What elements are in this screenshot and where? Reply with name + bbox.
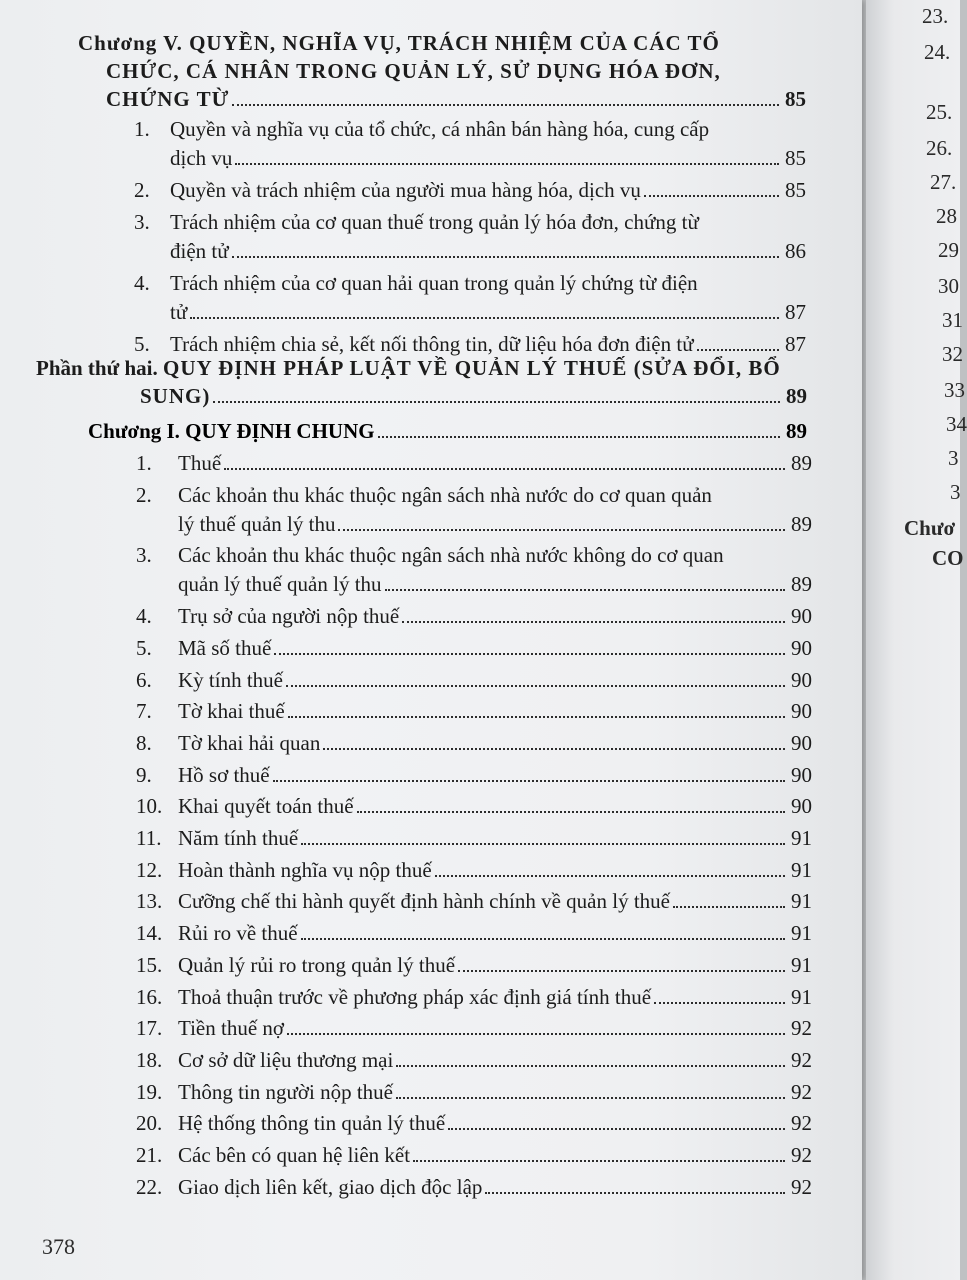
toc-item-line [170, 238, 806, 264]
page-number: 90 [791, 604, 812, 629]
page-number: 85 [785, 178, 806, 202]
toc-item-line [178, 984, 812, 1010]
toc-item-number: 18. [136, 1047, 163, 1072]
leader-dots [644, 195, 779, 197]
page-number: 89 [786, 384, 807, 408]
leader-dots [357, 811, 785, 813]
toc-item-line [178, 698, 812, 724]
adjacent-page-fragment: 25. [926, 100, 953, 124]
adjacent-page-fragment: 29 [938, 238, 959, 262]
toc-item-line [178, 635, 812, 661]
adjacent-page-fragment: 30 [938, 274, 959, 298]
page-number: 90 [791, 635, 812, 660]
toc-item-line [178, 952, 812, 978]
toc-item-number: 1. [136, 451, 152, 475]
leader-dots [232, 104, 779, 106]
adjacent-page-fragment: CO [932, 546, 964, 570]
page-number: 92 [791, 1174, 812, 1199]
page-number: 91 [791, 952, 812, 977]
toc-item-line [178, 1174, 812, 1200]
toc-item-number: 3. [136, 543, 152, 568]
toc-item-line [178, 1047, 812, 1073]
page-number: 92 [791, 1143, 812, 1167]
page-number: 87 [785, 332, 806, 356]
toc-item-text: Thuế [178, 451, 222, 475]
adjacent-page-fragment: 23. [922, 4, 949, 28]
toc-item-number: 7. [136, 699, 152, 724]
toc-item-text: Quản lý rủi ro trong quản lý thuế [178, 952, 456, 977]
toc-item-text: Trách nhiệm của cơ quan thuế trong quản lý hóa đơn, chứng từ [170, 210, 699, 234]
toc-item-text: tử [170, 300, 188, 324]
toc-item-text: Trụ sở của người nộp thuế [178, 604, 400, 629]
toc-item-line [178, 603, 812, 629]
leader-dots [301, 843, 785, 845]
page-number: 89 [791, 451, 812, 475]
toc-item-number: 2. [134, 178, 150, 202]
toc-item-text: Thông tin người nộp thuế [178, 1079, 393, 1104]
toc-item-line [178, 450, 812, 476]
leader-dots [385, 589, 785, 591]
toc-item-text: Mã số thuế [178, 635, 272, 660]
toc-item-number: 4. [136, 604, 152, 629]
adjacent-page-fragment: 34 [946, 412, 967, 436]
toc-item-text: Các khoản thu khác thuộc ngân sách nhà nước không do cơ quan [178, 543, 724, 568]
toc-item-number: 13. [136, 889, 163, 914]
page-number: 90 [791, 730, 812, 755]
toc-item-text: điện tử [170, 239, 229, 263]
leader-dots [458, 970, 785, 972]
toc-item-number: 11. [136, 826, 162, 850]
page-number: 89 [786, 419, 807, 443]
chapter-5-title-line-1: Chương V. QUYỀN, NGHĨA VỤ, TRÁCH NHIỆM CỦA CÁC TỔ [78, 31, 720, 55]
page-number: 91 [791, 984, 812, 1009]
toc-item-line [178, 857, 812, 883]
toc-item-text: Cơ sở dữ liệu thương mại [178, 1047, 394, 1072]
toc-item-text: quản lý thuế quản lý thu [178, 572, 382, 597]
toc-chapter-1 [88, 418, 807, 444]
leader-dots [273, 780, 785, 782]
toc-item-number: 14. [136, 921, 163, 946]
toc-part-2 [0, 350, 862, 410]
page-number: 91 [791, 857, 812, 882]
toc-item-text: Trách nhiệm của cơ quan hải quan trong quản lý chứng từ điện [170, 271, 698, 295]
toc-item-number: 22. [136, 1174, 163, 1199]
toc-item-line [178, 571, 812, 597]
toc-item-line [178, 1110, 812, 1136]
page-number: 91 [791, 826, 812, 850]
toc-item-number: 20. [136, 1111, 163, 1136]
toc-item-number: 19. [136, 1079, 163, 1104]
toc-item-number: 1. [134, 117, 150, 141]
toc-item-text: Giao dịch liên kết, giao dịch độc lập [178, 1174, 483, 1199]
page-number: 90 [791, 794, 812, 819]
page-number: 86 [785, 239, 806, 263]
toc-item-line [178, 793, 812, 819]
leader-dots [213, 401, 780, 403]
leader-dots [396, 1065, 785, 1067]
toc-item-text: Khai quyết toán thuế [178, 794, 354, 819]
leader-dots [485, 1192, 785, 1194]
leader-dots [286, 685, 785, 687]
leader-dots [338, 529, 785, 531]
toc-item-line [178, 1079, 812, 1105]
toc-item-text: Tờ khai hải quan [178, 730, 321, 755]
part-2-title-text: QUY ĐỊNH PHÁP LUẬT VỀ QUẢN LÝ THUẾ (SỬA ĐỔI, BỔ [162, 356, 781, 380]
toc-item-text: Trách nhiệm chia sẻ, kết nối thông tin, dữ liệu hóa đơn điện tử [170, 332, 694, 356]
toc-item-line [178, 1015, 812, 1041]
toc-item-number: 6. [136, 667, 152, 692]
chapter-5-title-last: CHỨNG TỪ [106, 87, 230, 111]
adjacent-page-fragment: 27. [930, 170, 957, 194]
leader-dots [235, 163, 779, 165]
page-number: 89 [791, 572, 812, 597]
toc-item-text: Cưỡng chế thi hành quyết định hành chính về quản lý thuế [178, 889, 670, 914]
toc-item-text: Kỳ tính thuế [178, 667, 283, 692]
adjacent-page-fragment: 24. [924, 40, 951, 64]
page-number: 91 [791, 921, 812, 946]
adjacent-page-fragment: 33 [944, 378, 965, 402]
page-footer-number: 378 [42, 1234, 75, 1259]
toc-item-text: Hoàn thành nghĩa vụ nộp thuế [178, 857, 432, 882]
leader-dots [396, 1097, 785, 1099]
toc-item-number: 5. [136, 635, 152, 660]
leader-dots [288, 716, 785, 718]
leader-dots [287, 1033, 785, 1035]
leader-dots [378, 436, 780, 438]
leader-dots [323, 748, 785, 750]
toc-item-number: 16. [136, 984, 163, 1009]
leader-dots [413, 1160, 785, 1162]
toc-item-line [178, 667, 812, 693]
toc-item-number: 8. [136, 730, 152, 755]
page-number: 89 [791, 511, 812, 536]
chapter-5-title-line-2: CHỨC, CÁ NHÂN TRONG QUẢN LÝ, SỬ DỤNG HÓA ĐƠN, [106, 59, 721, 83]
leader-dots [190, 317, 779, 319]
page-number: 92 [791, 1111, 812, 1136]
toc-item-text: Hồ sơ thuế [178, 762, 270, 787]
toc-item-line [178, 920, 812, 946]
page-number: 87 [785, 300, 806, 324]
toc-item-line [178, 511, 812, 537]
part-2-title-line-2 [140, 383, 807, 409]
toc-item-number: 2. [136, 482, 152, 507]
toc-item-text: Tờ khai thuế [178, 699, 285, 724]
leader-dots [224, 468, 785, 470]
page-number: 92 [791, 1047, 812, 1072]
toc-item-text: Năm tính thuế [178, 826, 299, 850]
leader-dots [673, 906, 785, 908]
part-2-title-last: SUNG) [140, 384, 211, 408]
toc-item-text: Hệ thống thông tin quản lý thuế [178, 1111, 446, 1136]
toc-item-text: Tiền thuế nợ [178, 1016, 285, 1041]
toc-item-number: 3. [134, 210, 150, 234]
adjacent-page-fragment: 3 [948, 446, 959, 470]
page-number: 92 [791, 1016, 812, 1041]
leader-dots [448, 1128, 785, 1130]
toc-item-number: 9. [136, 762, 152, 787]
toc-item-line [170, 177, 806, 203]
toc-item-text: lý thuế quản lý thu [178, 511, 336, 536]
toc-item-text: Các bên có quan hệ liên kết [178, 1143, 411, 1167]
page-number: 85 [785, 146, 806, 170]
toc-item-number: 15. [136, 952, 163, 977]
page-number: 85 [785, 87, 806, 111]
adjacent-page-fragment: Chươ [904, 516, 956, 540]
adjacent-page-fragment: 31 [942, 308, 963, 332]
adjacent-page-fragment: 26. [926, 136, 953, 160]
page-number: 90 [791, 699, 812, 724]
part-2-title-line-1 [36, 355, 781, 381]
toc-item-text: dịch vụ [170, 146, 233, 170]
page-number: 90 [791, 667, 812, 692]
toc-item-number: 10. [136, 794, 163, 819]
toc-item-line [178, 762, 812, 788]
adjacent-page-fragment: 32 [942, 342, 963, 366]
chapter-1-title: Chương I. QUY ĐỊNH CHUNG [88, 419, 375, 443]
toc-item-number: 4. [134, 271, 150, 295]
chapter-5-title-line-3 [106, 86, 806, 112]
toc-item-line [178, 730, 812, 756]
adjacent-page-edge [866, 0, 967, 1280]
toc-item-number: 12. [136, 857, 163, 882]
leader-dots [274, 653, 785, 655]
toc-item-text: Các khoản thu khác thuộc ngân sách nhà nước do cơ quan quản [178, 482, 712, 507]
toc-item-line [178, 1142, 812, 1168]
page-number: 91 [791, 889, 812, 914]
page-number: 90 [791, 762, 812, 787]
leader-dots [402, 621, 785, 623]
toc-item-line [178, 888, 812, 914]
toc-item-number: 21. [136, 1143, 163, 1167]
leader-dots [232, 256, 779, 258]
page-number: 92 [791, 1079, 812, 1104]
part-2-prefix: Phần thứ hai. [36, 356, 158, 380]
toc-item-text: Thoả thuận trước về phương pháp xác định giá tính thuế [178, 984, 652, 1009]
toc-item-text: Rủi ro về thuế [178, 921, 298, 946]
toc-item-line [170, 299, 806, 325]
toc-item-line [178, 825, 812, 851]
leader-dots [654, 1002, 785, 1004]
adjacent-page-fragment: 28 [936, 204, 957, 228]
leader-dots [435, 875, 785, 877]
toc-chapter-5 [0, 0, 862, 112]
toc-item-number: 17. [136, 1016, 163, 1041]
toc-item-number: 5. [134, 332, 150, 356]
toc-item-line [170, 145, 806, 171]
leader-dots [301, 938, 785, 940]
adjacent-page-fragment: 3 [950, 480, 961, 504]
toc-item-text: Quyền và nghĩa vụ của tổ chức, cá nhân bán hàng hóa, cung cấp [170, 117, 710, 141]
toc-item-text: Quyền và trách nhiệm của người mua hàng hóa, dịch vụ [170, 178, 641, 202]
